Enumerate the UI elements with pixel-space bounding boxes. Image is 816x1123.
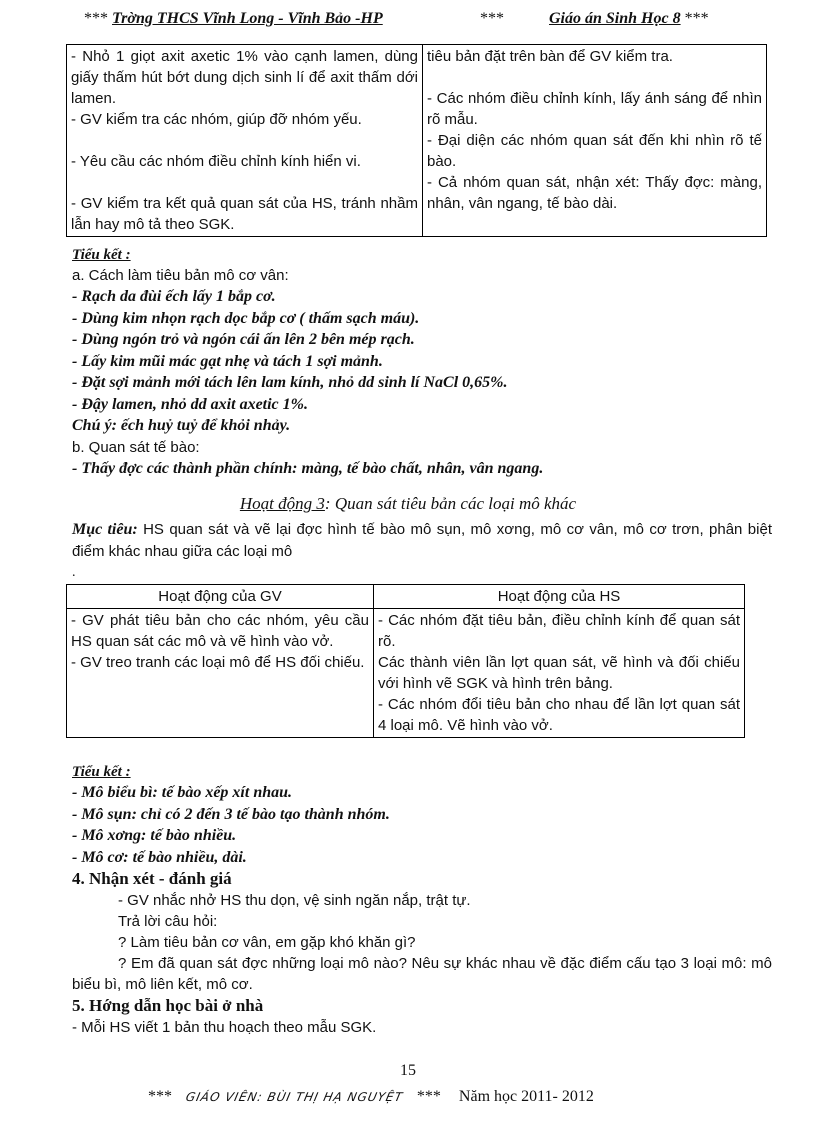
activity-3-goal bbox=[72, 519, 772, 563]
summary-1 bbox=[72, 245, 772, 479]
table2-gv-item: - GV phát tiêu bản cho các nhóm, yêu cầu HS quan sát các mô và vẽ hình vào vở. bbox=[71, 612, 369, 650]
table2-hs-item: - Các nhóm đặt tiêu bản, điều chỉnh kính để quan sát rõ. bbox=[378, 612, 740, 650]
summary-step: - Đặt sợi mảnh mới tách lên lam kính, nhỏ dd sinh lí NaCl 0,65%. bbox=[72, 374, 508, 391]
section-5-heading: 5. Hớng dẫn học bài ở nhà bbox=[72, 996, 264, 1015]
summary-step: - Dùng kim nhọn rạch dọc bắp cơ ( thấm sạch máu). bbox=[72, 309, 420, 327]
section-4-line: - GV nhắc nhở HS thu dọn, vệ sinh ngăn nắp, trật tự. bbox=[118, 892, 471, 909]
table1-gv-item: - GV kiểm tra các nhóm, giúp đỡ nhóm yếu. bbox=[71, 111, 362, 128]
header-stars-left: *** bbox=[84, 10, 108, 27]
activity-3-label: Hoạt động 3 bbox=[239, 494, 325, 513]
table2-gv-cell bbox=[67, 609, 374, 738]
summary-item: - Mô cơ: tế bào nhiều, dài. bbox=[72, 848, 247, 866]
table1-gv-cell bbox=[67, 45, 423, 237]
summary-step: - Dùng ngón trỏ và ngón cái ấn lên 2 bên mép rạch. bbox=[72, 331, 415, 348]
goal-text: HS quan sát và vẽ lại đợc hình tế bào mô sụn, mô xơng, mô cơ vân, mô cơ trơn, phân biệt điểm khác nhau giữa các loại mô bbox=[72, 521, 772, 560]
summary-step: - Đậy lamen, nhỏ dd axit axetic 1%. bbox=[72, 395, 308, 413]
table2-hs-cell bbox=[374, 609, 745, 738]
page-footer bbox=[148, 1088, 594, 1106]
activity-table-continued bbox=[66, 44, 767, 237]
table1-hs-item: - Cả nhóm quan sát, nhận xét: Thấy đợc: màng, nhân, vân ngang, tế bào dài. bbox=[427, 174, 762, 212]
section-5-line: - Mỗi HS viết 1 bản thu hoạch theo mẫu SGK. bbox=[72, 1019, 377, 1036]
summary-step: - Rạch da đùi ếch lấy 1 bắp cơ. bbox=[72, 288, 276, 305]
table2-hs-item: Các thành viên lần lợt quan sát, vẽ hình và đối chiếu với hình vẽ SGK và hình trên bảng. bbox=[378, 654, 740, 692]
summary-item: - Mô xơng: tế bào nhiều. bbox=[72, 827, 237, 844]
table1-hs-item: - Các nhóm điều chỉnh kính, lấy ánh sáng để nhìn rõ mẫu. bbox=[427, 90, 762, 128]
table1-hs-cell bbox=[423, 45, 767, 237]
table2-head-hs: Hoạt động của HS bbox=[374, 585, 745, 609]
activity-3-title: : Quan sát tiêu bản các loại mô khác bbox=[324, 494, 577, 513]
footer-stars-right: *** bbox=[416, 1088, 441, 1105]
summary-item: - Mô sụn: chỉ có 2 đến 3 tế bào tạo thành nhóm. bbox=[72, 805, 390, 823]
stray-dot: . bbox=[72, 565, 76, 580]
footer-year: Năm học 2011- 2012 bbox=[458, 1088, 594, 1105]
summary-observe: - Thấy đợc các thành phần chính: màng, tế bào chất, nhân, vân ngang. bbox=[72, 459, 544, 477]
summary-item: - Mô biểu bì: tế bào xếp xít nhau. bbox=[72, 784, 293, 801]
page-number: 15 bbox=[400, 1062, 416, 1079]
summary-b-heading: b. Quan sát tế bào: bbox=[72, 438, 200, 456]
table1-gv-item: - Nhỏ 1 giọt axit axetic 1% vào cạnh lamen, dùng giấy thấm hút bớt dung dịch sinh lí để axit thấm dới lamen. bbox=[71, 48, 418, 107]
activity-3-table bbox=[66, 584, 745, 738]
table1-gv-item: - GV kiểm tra kết quả quan sát của HS, tránh nhầm lẫn hay mô tả theo SGK. bbox=[71, 195, 418, 233]
header-school: Trờng THCS Vĩnh Long - Vĩnh Bảo -HP bbox=[112, 10, 383, 27]
header-stars-right: *** bbox=[684, 10, 709, 27]
activity-3-heading bbox=[0, 494, 816, 514]
summary-title: Tiểu kết : bbox=[72, 247, 131, 263]
section-4-line: ? Em đã quan sát đợc những loại mô nào? Nêu sự khác nhau về đặc điểm cấu tạo 3 loại mô: mô biểu bì, mô liên kết, mô cơ. bbox=[72, 955, 772, 993]
table1-hs-item: - Đại diện các nhóm quan sát đến khi nhìn rõ tế bào. bbox=[427, 132, 762, 170]
summary-step: - Lấy kim mũi mác gạt nhẹ và tách 1 sợi mảnh. bbox=[72, 352, 383, 370]
summary-title: Tiểu kết : bbox=[72, 764, 131, 780]
section-4-line: ? Làm tiêu bản cơ vân, em gặp khó khăn gì? bbox=[118, 934, 416, 951]
goal-label: Mục tiêu: bbox=[72, 521, 138, 538]
table2-head-gv: Hoạt động của GV bbox=[67, 585, 374, 609]
section-4-line: Trả lời câu hỏi: bbox=[118, 913, 218, 930]
header-stars-mid: *** bbox=[480, 10, 504, 27]
summary-a-heading: a. Cách làm tiêu bản mô cơ vân: bbox=[72, 267, 289, 284]
table2-hs-item: - Các nhóm đổi tiêu bản cho nhau để lần lợt quan sát 4 loại mô. Vẽ hình vào vở. bbox=[378, 696, 740, 734]
summary-note: Chú ý: ếch huỷ tuỷ để khỏi nhảy. bbox=[72, 417, 291, 434]
table2-gv-item: - GV treo tranh các loại mô để HS đối chiếu. bbox=[71, 654, 365, 671]
footer-stars-left: *** bbox=[148, 1088, 172, 1105]
header-subject: Giáo án Sinh Học 8 bbox=[549, 10, 681, 27]
footer-signature: GIÁO VIÊN: BÙI THỊ HẠ NGUYỆT bbox=[184, 1090, 405, 1104]
section-4-heading: 4. Nhận xét - đánh giá bbox=[72, 869, 232, 888]
page-header bbox=[84, 10, 764, 36]
table1-hs-item: tiêu bản đặt trên bàn để GV kiểm tra. bbox=[427, 48, 673, 65]
table1-gv-item: - Yêu cầu các nhóm điều chỉnh kính hiển vi. bbox=[71, 153, 361, 170]
summary-2 bbox=[72, 762, 772, 1038]
